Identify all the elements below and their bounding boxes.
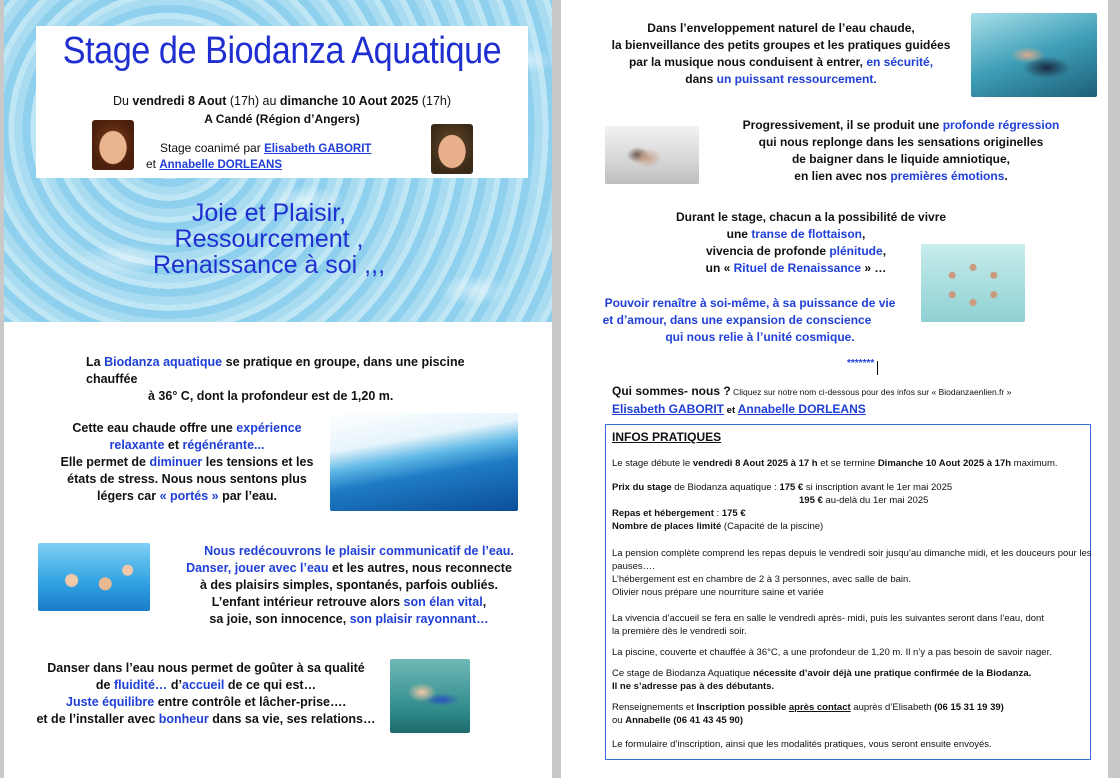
link-elisabeth[interactable]: Elisabeth GABORIT bbox=[264, 143, 372, 155]
para-eau-chaude: Cette eau chaude offre une expérience relaxante et régénérante... Elle permet de diminuer les tensions et les états de stress. Nous nous sentons plus légers car « portés » par l’eau. bbox=[60, 421, 314, 503]
info-dates: Le stage débute le vendredi 8 Aout 2025 à 17 h et se termine Dimanche 10 Aout 2025 à 17h maximum. bbox=[612, 458, 1058, 469]
link-elisabeth-gaborit[interactable]: Elisabeth GABORIT bbox=[612, 402, 725, 416]
info-places: Nombre de places limité (Capacité de la piscine) bbox=[612, 521, 824, 532]
avatar-annabelle bbox=[431, 124, 473, 174]
infos-title: INFOS PRATIQUES bbox=[612, 430, 722, 444]
info-pauses: pauses…. bbox=[612, 561, 655, 572]
para-enveloppement: Dans l’enveloppement naturel de l’eau chaude, la bienveillance des petits groupes et les pratiques guidées par la musique nous conduisent à entrer, en sécurité, dans un puissant ressourcement. bbox=[611, 21, 951, 86]
people-floating-image bbox=[971, 13, 1097, 97]
organizer-names: Elisabeth GABORIT et Annabelle DORLEANS bbox=[612, 402, 866, 416]
avatar-elisabeth bbox=[92, 120, 134, 170]
info-vivencia: La vivencia d’accueil se fera en salle le vendredi après- midi, puis les suivantes seront dans l’eau, dont bbox=[612, 613, 1044, 624]
para-biodanza-aquatique: La Biodanza aquatique se pratique en groupe, dans une piscine chauffée à 36° C, dont la profondeur est de 1,20 m. bbox=[86, 355, 465, 403]
para-regression: Progressivement, il se produit une profonde régression qui nous replonge dans les sensations originelles de baigner dans le liquide amniotique, en lien avec nos premières émotions. bbox=[742, 118, 1060, 183]
slogan: Joie et Plaisir, Ressourcement , Renaissance à soi ,,, bbox=[152, 199, 386, 279]
info-nourriture: Olivier nous prépare une nourriture saine et variée bbox=[612, 587, 824, 598]
infos-pratiques-box bbox=[605, 424, 1091, 760]
stage-place: A Candé (Région d’Angers) bbox=[204, 112, 360, 126]
para-plaisir: Nous redécouvrons le plaisir communicatif de l’eau. Danser, jouer avec l’eau et les autres, nous reconnecte à des plaisirs simples, spontanés, parfois oubliés. L’enfant intérieur retrouve alors son élan vital, sa joie, son innocence, son plaisir rayonnant… bbox=[186, 544, 514, 626]
circle-of-floaters-image bbox=[921, 244, 1025, 322]
page-title: Stage de Biodanza Aquatique bbox=[62, 30, 502, 72]
children-swimming-image bbox=[38, 543, 150, 611]
info-prix: Prix du stage de Biodanza aquatique : 175 € si inscription avant le 1er mai 2025 bbox=[612, 482, 953, 493]
info-prerequis: Ce stage de Biodanza Aquatique nécessite d’avoir déjà une pratique confirmée de la Biodanza. bbox=[612, 668, 1032, 679]
info-formulaire: Le formulaire d’inscription, ainsi que les modalités pratiques, vous seront ensuite envoyés. bbox=[612, 739, 992, 750]
wave-image bbox=[330, 413, 518, 511]
baby-underwater-image bbox=[390, 659, 470, 733]
coanim-line1: Stage coanimé par Elisabeth GABORIT bbox=[160, 141, 372, 155]
link-annabelle[interactable]: Annabelle DORLEANS bbox=[159, 159, 283, 171]
text-cursor bbox=[877, 361, 878, 375]
link-annabelle-dorleans[interactable]: Annabelle DORLEANS bbox=[737, 402, 866, 416]
info-hebergement: L’hébergement est en chambre de 2 à 3 personnes, avec salle de bain. bbox=[612, 574, 911, 585]
stage-dates: Du vendredi 8 Aout (17h) au dimanche 10 Aout 2025 (17h) bbox=[112, 94, 452, 108]
info-prix-2: 195 € au-delà du 1er mai 2025 bbox=[799, 495, 929, 506]
left-page bbox=[4, 0, 552, 778]
para-transe: Durant le stage, chacun a la possibilité de vivre une transe de flottaison, vivencia de profonde plénitude, un « Rituel de Renaissance » … bbox=[675, 210, 947, 275]
right-page bbox=[561, 0, 1108, 778]
info-repas: Repas et hébergement : 175 € bbox=[612, 508, 746, 519]
qui-sommes-nous: Qui sommes- nous ? Cliquez sur notre nom ci-dessous pour des infos sur « Biodanzaenlien.fr » bbox=[612, 384, 1012, 398]
info-pension: La pension complète comprend les repas depuis le vendredi soir jusqu’au dimanche midi, et les douceurs pour les bbox=[612, 548, 1092, 559]
info-renseignements: Renseignements et Inscription possible après contact auprès d’Elisabeth (06 15 31 19 39) bbox=[612, 702, 1004, 713]
info-vivencia-2: la première dès le vendredi soir. bbox=[612, 626, 747, 637]
para-fluidite: Danser dans l’eau nous permet de goûter à sa qualité de fluidité… d’accueil de ce qui est… Juste équilibre entre contrôle et lâcher-prise…. et de l’installer avec bonheur dans sa vie, ses relations… bbox=[36, 661, 376, 726]
info-annabelle: ou Annabelle (06 41 43 45 90) bbox=[612, 715, 743, 726]
face-in-water-image bbox=[605, 126, 699, 184]
info-piscine: La piscine, couverte et chauffée à 36°C, a une profondeur de 1,20 m. Il n’y a pas besoin de savoir nager. bbox=[612, 647, 1052, 658]
separator-stars: ******* bbox=[847, 358, 875, 369]
info-debutants: Il ne s’adresse pas à des débutants. bbox=[612, 681, 775, 692]
header-box bbox=[36, 26, 528, 178]
para-renaitre: Pouvoir renaître à soi-même, à sa puissance de vie et d’amour, dans une expansion de conscience qui nous relie à l’unité cosmique. bbox=[602, 296, 896, 344]
coanim-line2: et Annabelle DORLEANS bbox=[146, 157, 283, 171]
